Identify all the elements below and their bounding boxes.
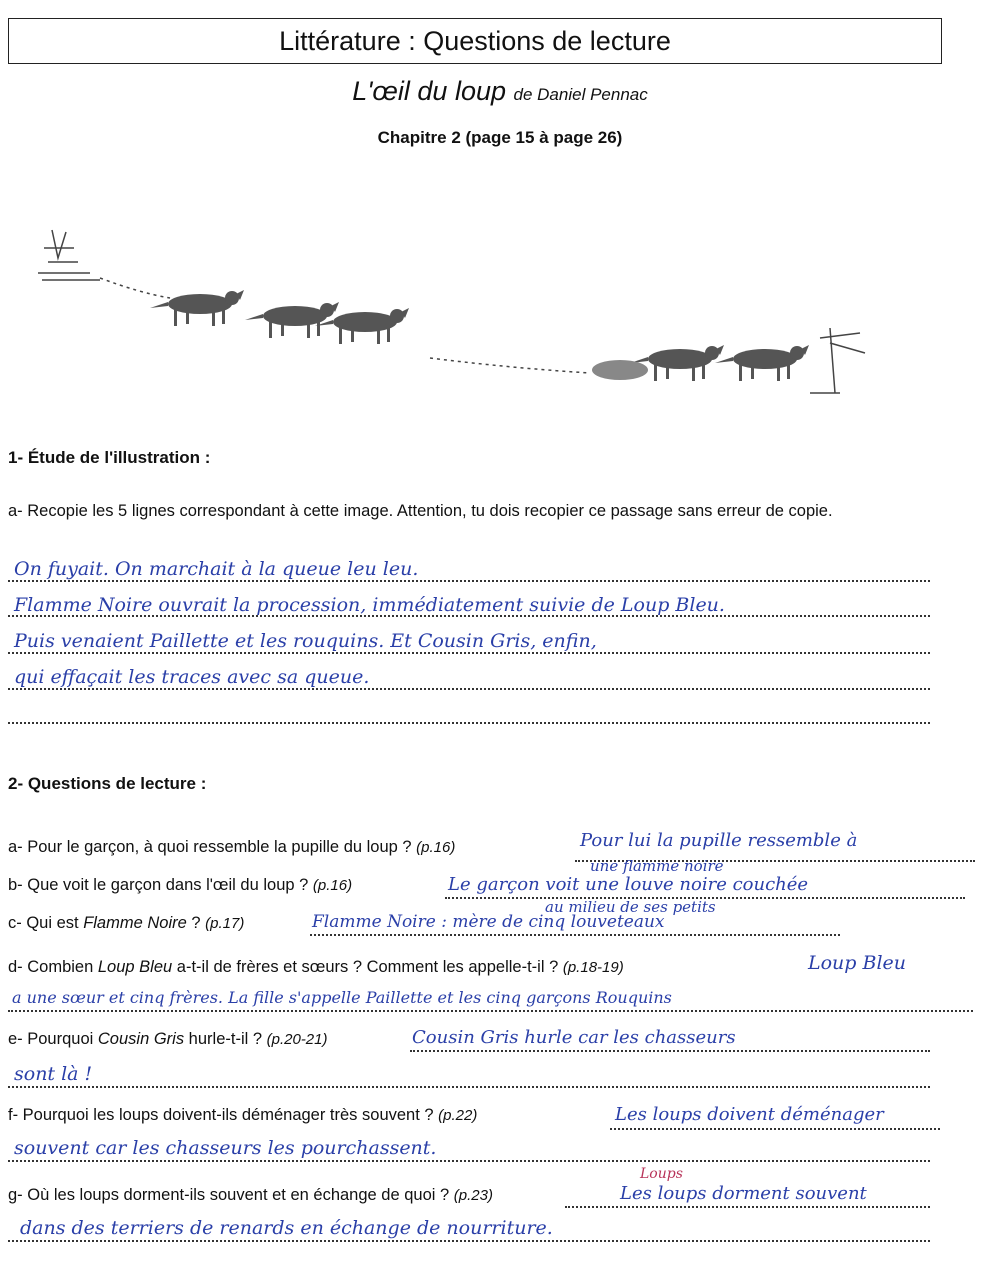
wolf-figure-1 xyxy=(150,290,244,326)
writing-line xyxy=(8,652,930,654)
handwritten-line-4: qui effaçait les traces avec sa queue. xyxy=(14,666,370,688)
writing-line xyxy=(8,1160,930,1162)
writing-line xyxy=(310,934,840,936)
answer-d-line1: Loup Bleu xyxy=(808,952,907,974)
page-ref: (p.20-21) xyxy=(266,1031,328,1048)
page-ref: (p.16) xyxy=(416,839,456,856)
question-d xyxy=(8,958,624,977)
character-name: Loup Bleu xyxy=(97,958,173,976)
question-text: d- Combien xyxy=(8,958,98,976)
question-text: e- Pourquoi xyxy=(8,1030,98,1048)
section1-instruction: a- Recopie les 5 lignes correspondant à cette image. Attention, tu dois recopier ce passage sans erreur de copie. xyxy=(8,502,833,520)
handwritten-line-2: Flamme Noire ouvrait la procession, immédiatement suivie de Loup Bleu. xyxy=(14,594,725,616)
answer-e-line1: Cousin Gris hurle car les chasseurs xyxy=(412,1027,736,1048)
writing-line xyxy=(8,1010,973,1012)
question-g xyxy=(8,1186,493,1205)
character-name: Flamme Noire xyxy=(83,914,187,932)
question-text: a- Pour le garçon, à quoi ressemble la pupille du loup ? xyxy=(8,838,417,856)
wolves-sled-illustration xyxy=(30,218,890,408)
question-text: c- Qui est xyxy=(8,914,84,932)
page-title: Littérature : Questions de lecture xyxy=(279,25,671,56)
question-b xyxy=(8,876,352,895)
question-c xyxy=(8,914,244,933)
answer-f-line1: Les loups doivent déménager xyxy=(615,1104,884,1125)
answer-b-line2: au milieu de ses petits xyxy=(545,898,716,916)
writing-line xyxy=(8,1240,930,1242)
answer-e-line2: sont là ! xyxy=(14,1063,93,1085)
question-text: f- Pourquoi les loups doivent-ils déménager très souvent ? xyxy=(8,1106,439,1124)
page-ref: (p.23) xyxy=(453,1187,493,1204)
question-text: g- Où les loups dorment-ils souvent et en échange de quoi ? xyxy=(8,1186,454,1204)
writing-line xyxy=(610,1128,940,1130)
wolf-figure-2 xyxy=(245,302,339,338)
handwritten-line-1: On fuyait. On marchait à la queue leu leu. xyxy=(14,558,419,580)
writing-line xyxy=(8,1086,930,1088)
handwritten-line-3: Puis venaient Paillette et les rouquins. Et Cousin Gris, enfin, xyxy=(14,630,597,652)
question-text: hurle-t-il ? xyxy=(184,1030,267,1048)
question-f xyxy=(8,1106,477,1125)
writing-line xyxy=(8,688,930,690)
sled-figure xyxy=(592,360,648,380)
wolf-figure-5 xyxy=(715,345,809,381)
section1-heading: 1- Étude de l'illustration : xyxy=(8,448,211,467)
correction-note: Loups xyxy=(640,1166,683,1182)
answer-g-line1: Les loups dorment souvent xyxy=(620,1183,867,1204)
page-ref: (p.17) xyxy=(205,915,245,932)
answer-f-line2: souvent car les chasseurs les pourchassent. xyxy=(14,1137,437,1159)
section2-heading: 2- Questions de lecture : xyxy=(8,774,207,793)
writing-line xyxy=(565,1206,930,1208)
chapter-range: Chapitre 2 (page 15 à page 26) xyxy=(377,128,623,147)
question-e xyxy=(8,1030,328,1049)
page-ref: (p.22) xyxy=(438,1107,478,1124)
book-title: L'œil du loup xyxy=(352,76,506,106)
answer-b-line1: Le garçon voit une louve noire couchée xyxy=(448,874,809,895)
answer-a-line1: Pour lui la pupille ressemble à xyxy=(580,830,858,851)
book-author: de Daniel Pennac xyxy=(513,85,648,104)
wolf-figure-4 xyxy=(630,345,724,381)
writing-line xyxy=(8,722,930,724)
book-title-line xyxy=(0,76,1000,107)
page-ref: (p.16) xyxy=(312,877,353,894)
answer-d-line2: a une sœur et cinq frères. La fille s'appelle Paillette et les cinq garçons Rouquins xyxy=(12,988,672,1007)
question-text: b- Que voit le garçon dans l'œil du loup ? xyxy=(8,876,313,894)
page-ref: (p.18-19) xyxy=(562,959,624,976)
writing-line xyxy=(8,580,930,582)
answer-c: Flamme Noire : mère de cinq louveteaux xyxy=(312,912,665,932)
page-title-box xyxy=(8,18,942,64)
answer-a-line2: une flamme noire xyxy=(590,857,724,875)
answer-g-line2: dans des terriers de renards en échange de nourriture. xyxy=(20,1217,553,1239)
question-text: ? xyxy=(186,914,206,932)
writing-line xyxy=(410,1050,930,1052)
question-a xyxy=(8,838,455,857)
question-text: a-t-il de frères et sœurs ? Comment les appelle-t-il ? xyxy=(172,958,563,976)
character-name: Cousin Gris xyxy=(97,1030,185,1048)
